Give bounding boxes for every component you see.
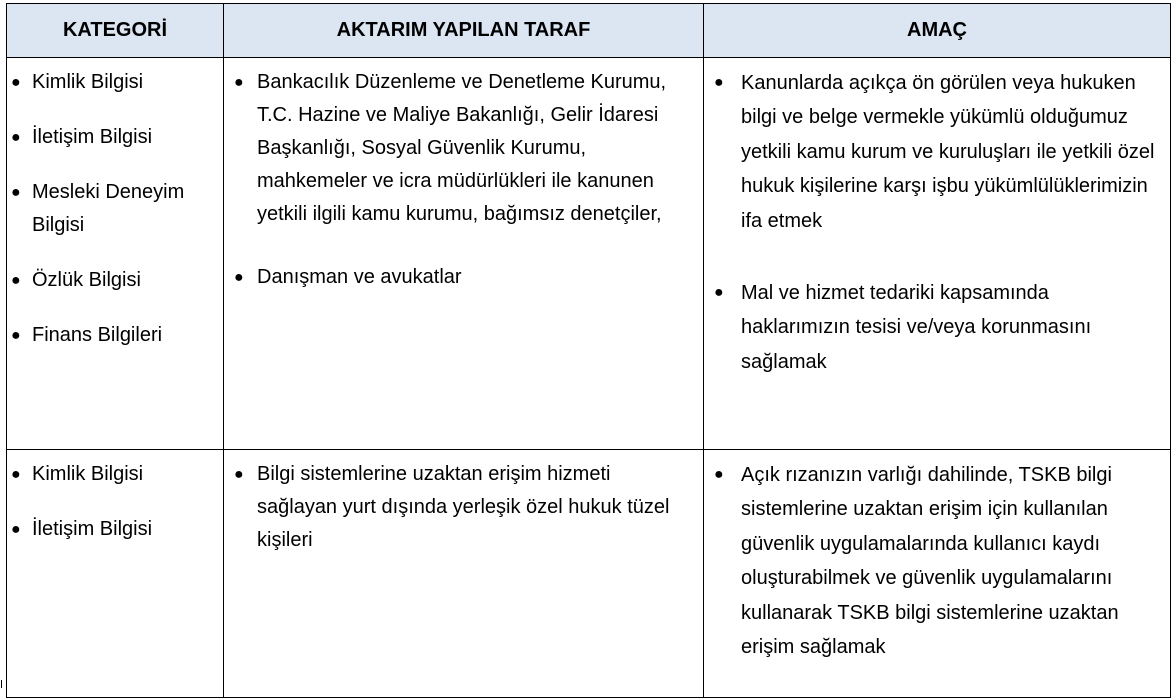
list-item (234, 66, 695, 231)
purpose-text: Mal ve hizmet tedariki kapsamında haklarımızın tesisi ve/veya korunmasını sağlamak (741, 282, 1092, 373)
recipient-cell (224, 58, 704, 450)
purpose-cell (704, 58, 1171, 450)
purpose-list (714, 66, 1162, 379)
list-item (714, 276, 1162, 379)
table-row (7, 450, 1171, 698)
purpose-text: Kanunlarda açıkça ön görülen veya hukuken bilgi ve belge vermekle yükümlü olduğumuz yetkili kamu kurum ve kuruluşları ile yetkili özel hukuk kişilerine karşı işbu yükümlülüklerimizin ifa etmek (741, 72, 1155, 232)
purpose-cell (704, 450, 1171, 698)
header-purpose: AMAÇ (704, 4, 1171, 58)
list-item (11, 458, 219, 491)
bullet-icon: ● (11, 466, 21, 483)
purpose-text: Açık rızanızın varlığı dahilinde, TSKB bilgi sistemlerine uzaktan erişim için kullanılan güvenlik uygulamalarında kullanıcı kaydı oluşturabilmek ve güvenlik uygulamalarını kullanarak TSKB bilgi sistemlerine uzaktan erişim sağlamak (741, 464, 1119, 659)
list-item (11, 121, 219, 154)
bullet-icon: ● (234, 74, 244, 91)
bullet-icon: ● (11, 74, 21, 91)
category-label: Kimlik Bilgisi (32, 463, 144, 485)
category-label: Özlük Bilgisi (32, 269, 141, 291)
table-header-row (7, 4, 1171, 58)
bullet-icon: ● (11, 327, 21, 344)
category-list (11, 66, 219, 352)
list-item (234, 458, 695, 557)
bullet-icon: ● (234, 269, 244, 286)
recipient-text: Bilgi sistemlerine uzaktan erişim hizmeti sağlayan yurt dışında yerleşik özel hukuk tüzel kişileri (257, 463, 670, 551)
list-item (11, 176, 219, 242)
list-item (234, 261, 695, 294)
header-recipient: AKTARIM YAPILAN TARAF (224, 4, 704, 58)
list-item (11, 264, 219, 297)
bullet-icon: ● (11, 184, 21, 201)
category-cell (7, 450, 224, 698)
category-label: İletişim Bilgisi (32, 518, 153, 540)
bullet-icon: ● (714, 466, 724, 483)
recipient-list (234, 66, 695, 294)
purpose-list (714, 458, 1162, 664)
recipient-cell (224, 450, 704, 698)
list-item (11, 66, 219, 99)
list-item (714, 66, 1162, 238)
header-category: KATEGORİ (7, 4, 224, 58)
bullet-icon: ● (11, 521, 21, 538)
list-item (11, 513, 219, 546)
table-row (7, 58, 1171, 450)
list-item (11, 319, 219, 352)
list-item (714, 458, 1162, 664)
bullet-icon: ● (714, 284, 724, 302)
category-label: Kimlik Bilgisi (32, 71, 144, 93)
recipient-list (234, 458, 695, 557)
text-cursor-mark (1, 680, 2, 688)
bullet-icon: ● (714, 74, 724, 91)
bullet-icon: ● (234, 466, 244, 483)
category-label: İletişim Bilgisi (32, 126, 153, 148)
category-label: Mesleki Deneyim Bilgisi (32, 181, 185, 236)
category-cell (7, 58, 224, 450)
bullet-icon: ● (11, 129, 21, 146)
category-list (11, 458, 219, 546)
bullet-icon: ● (11, 272, 21, 289)
recipient-text: Danışman ve avukatlar (257, 266, 462, 288)
recipient-text: Bankacılık Düzenleme ve Denetleme Kurumu, T.C. Hazine ve Maliye Bakanlığı, Gelir İdaresi Başkanlığı, Sosyal Güvenlik Kurumu, mahkemeler ve icra müdürlükleri ile kanunen yetkili ilgili kamu kurumu, bağımsız denetçiler, (257, 71, 667, 225)
data-transfer-table (6, 3, 1171, 698)
category-label: Finans Bilgileri (32, 324, 163, 346)
